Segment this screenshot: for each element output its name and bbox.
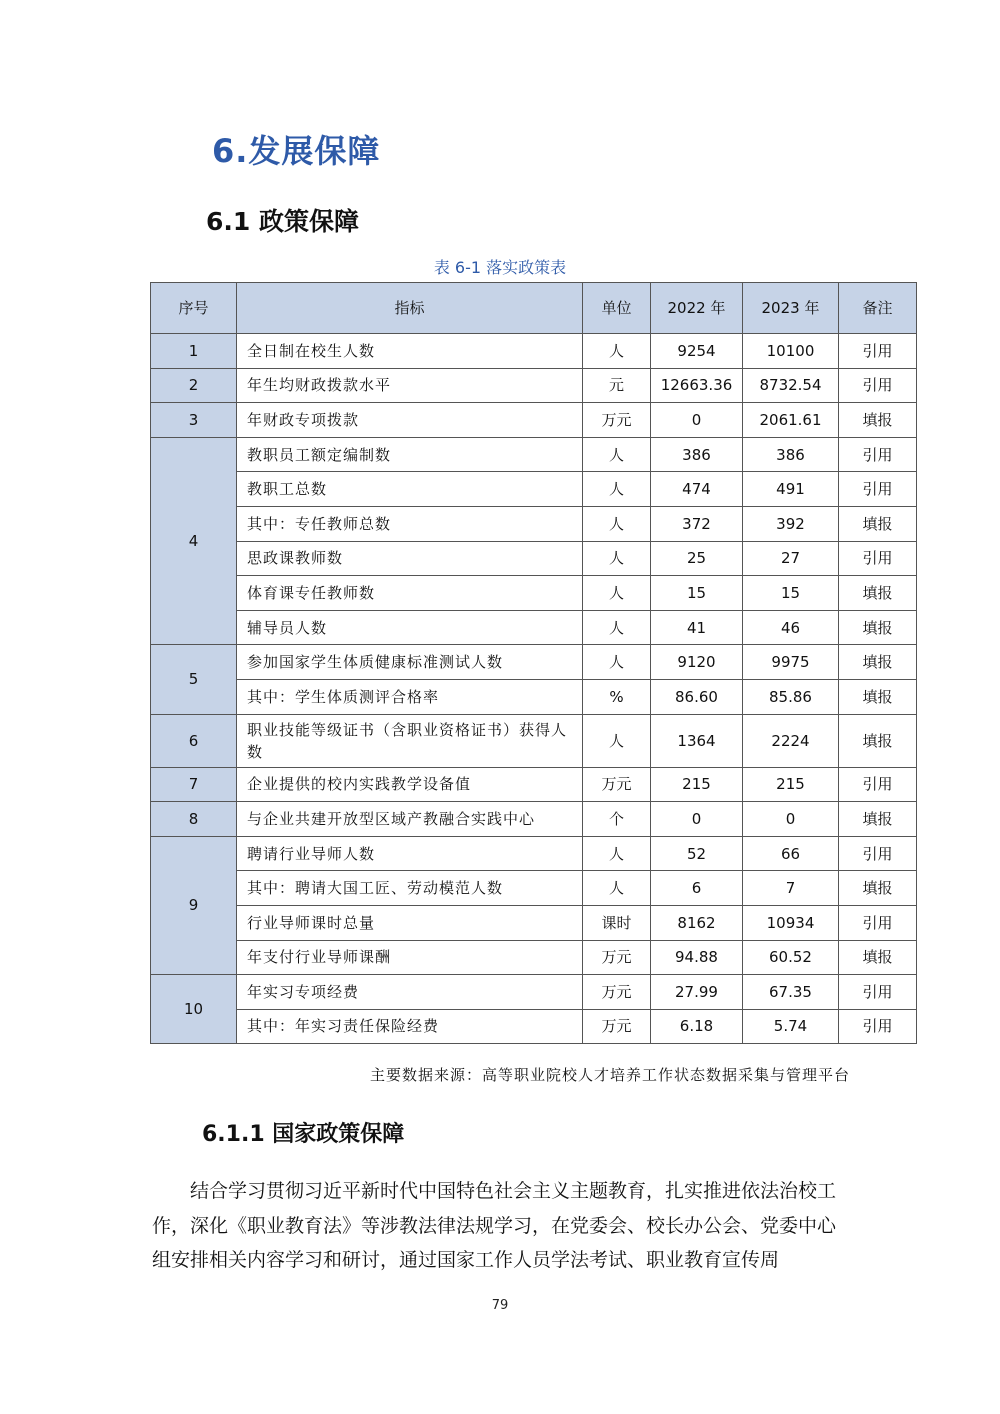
unit-cell: 万元 — [583, 1009, 651, 1044]
unit-cell: 人 — [583, 334, 651, 369]
index-cell: 4 — [151, 437, 237, 645]
value-2022-cell: 52 — [651, 836, 743, 871]
indicator-cell: 年生均财政拨款水平 — [237, 368, 583, 403]
indicator-cell: 年支付行业导师课酬 — [237, 940, 583, 975]
value-2023-cell: 215 — [743, 767, 839, 802]
note-cell: 引用 — [839, 368, 917, 403]
index-cell: 10 — [151, 975, 237, 1044]
value-2022-cell: 6 — [651, 871, 743, 906]
value-2023-cell: 46 — [743, 610, 839, 645]
index-cell: 9 — [151, 836, 237, 974]
value-2023-cell: 7 — [743, 871, 839, 906]
header-note: 备注 — [839, 283, 917, 334]
value-2023-cell: 8732.54 — [743, 368, 839, 403]
note-cell: 引用 — [839, 334, 917, 369]
subsection-heading: 6.1.1 国家政策保障 — [202, 1122, 405, 1147]
value-2023-cell: 66 — [743, 836, 839, 871]
value-2022-cell: 6.18 — [651, 1009, 743, 1044]
header-indicator: 指标 — [237, 283, 583, 334]
unit-cell: 课时 — [583, 905, 651, 940]
value-2023-cell: 10100 — [743, 334, 839, 369]
unit-cell: 人 — [583, 541, 651, 576]
index-cell: 2 — [151, 368, 237, 403]
unit-cell: 人 — [583, 576, 651, 611]
value-2023-cell: 392 — [743, 506, 839, 541]
note-cell: 填报 — [839, 576, 917, 611]
value-2022-cell: 27.99 — [651, 975, 743, 1010]
indicator-cell: 辅导员人数 — [237, 610, 583, 645]
table-row — [151, 437, 917, 472]
unit-cell: 人 — [583, 645, 651, 680]
unit-cell: 个 — [583, 802, 651, 837]
index-cell: 1 — [151, 334, 237, 369]
value-2023-cell: 5.74 — [743, 1009, 839, 1044]
index-cell: 6 — [151, 714, 237, 767]
indicator-cell: 与企业共建开放型区域产教融合实践中心 — [237, 802, 583, 837]
unit-cell: 万元 — [583, 767, 651, 802]
value-2023-cell: 0 — [743, 802, 839, 837]
indicator-cell: 其中：聘请大国工匠、劳动模范人数 — [237, 871, 583, 906]
value-2023-cell: 60.52 — [743, 940, 839, 975]
note-cell: 引用 — [839, 437, 917, 472]
note-cell: 引用 — [839, 541, 917, 576]
note-cell: 引用 — [839, 472, 917, 507]
indicator-cell: 行业导师课时总量 — [237, 905, 583, 940]
value-2022-cell: 1364 — [651, 714, 743, 767]
value-2023-cell: 27 — [743, 541, 839, 576]
note-cell: 填报 — [839, 506, 917, 541]
value-2022-cell: 474 — [651, 472, 743, 507]
table-row — [151, 836, 917, 871]
value-2022-cell: 9120 — [651, 645, 743, 680]
indicator-cell: 全日制在校生人数 — [237, 334, 583, 369]
paragraph: 结合学习贯彻习近平新时代中国特色社会主义主题教育，扎实推进依法治校工作，深化《职业教育法》等涉教法律法规学习，在党委会、校长办公会、党委中心组安排相关内容学习和研讨，通过国家工作人员学法考试、职业教育宣传周 — [152, 1180, 837, 1271]
value-2023-cell: 2224 — [743, 714, 839, 767]
index-cell: 7 — [151, 767, 237, 802]
value-2023-cell: 9975 — [743, 645, 839, 680]
note-cell: 引用 — [839, 767, 917, 802]
note-cell: 填报 — [839, 714, 917, 767]
note-cell: 填报 — [839, 679, 917, 714]
value-2022-cell: 86.60 — [651, 679, 743, 714]
value-2023-cell: 491 — [743, 472, 839, 507]
chapter-heading: 6.发展保障 — [212, 132, 381, 170]
unit-cell: 人 — [583, 610, 651, 645]
value-2023-cell: 85.86 — [743, 679, 839, 714]
note-cell: 填报 — [839, 940, 917, 975]
indicator-cell: 年财政专项拨款 — [237, 403, 583, 438]
table-row — [151, 871, 917, 906]
value-2022-cell: 0 — [651, 802, 743, 837]
header-2023: 2023 年 — [743, 283, 839, 334]
table-row — [151, 610, 917, 645]
section-heading: 6.1 政策保障 — [206, 207, 359, 236]
indicator-cell: 体育课专任教师数 — [237, 576, 583, 611]
value-2022-cell: 15 — [651, 576, 743, 611]
table-row — [151, 403, 917, 438]
unit-cell: 万元 — [583, 975, 651, 1010]
value-2022-cell: 215 — [651, 767, 743, 802]
note-cell: 填报 — [839, 802, 917, 837]
header-index: 序号 — [151, 283, 237, 334]
value-2023-cell: 10934 — [743, 905, 839, 940]
unit-cell: 万元 — [583, 403, 651, 438]
value-2022-cell: 94.88 — [651, 940, 743, 975]
value-2022-cell: 41 — [651, 610, 743, 645]
note-cell: 填报 — [839, 403, 917, 438]
value-2023-cell: 67.35 — [743, 975, 839, 1010]
table-row — [151, 905, 917, 940]
table-row — [151, 541, 917, 576]
note-cell: 填报 — [839, 871, 917, 906]
index-cell: 8 — [151, 802, 237, 837]
header-unit: 单位 — [583, 283, 651, 334]
indicator-cell: 其中：专任教师总数 — [237, 506, 583, 541]
table-row — [151, 506, 917, 541]
page-number: 79 — [491, 1298, 509, 1313]
table-row — [151, 1009, 917, 1044]
unit-cell: 人 — [583, 506, 651, 541]
indicator-cell: 其中：学生体质测评合格率 — [237, 679, 583, 714]
indicator-cell: 教职员工额定编制数 — [237, 437, 583, 472]
value-2023-cell: 2061.61 — [743, 403, 839, 438]
table-row — [151, 368, 917, 403]
unit-cell: 人 — [583, 871, 651, 906]
data-source-note: 主要数据来源：高等职业院校人才培养工作状态数据采集与管理平台 — [369, 1066, 850, 1084]
unit-cell: 元 — [583, 368, 651, 403]
note-cell: 引用 — [839, 905, 917, 940]
index-cell: 5 — [151, 645, 237, 714]
value-2023-cell: 15 — [743, 576, 839, 611]
table-caption: 表 6-1 落实政策表 — [433, 258, 567, 277]
body-text — [152, 1174, 852, 1278]
indicator-cell: 聘请行业导师人数 — [237, 836, 583, 871]
indicator-cell: 年实习专项经费 — [237, 975, 583, 1010]
value-2022-cell: 372 — [651, 506, 743, 541]
table-row — [151, 679, 917, 714]
note-cell: 引用 — [839, 1009, 917, 1044]
value-2022-cell: 25 — [651, 541, 743, 576]
note-cell: 填报 — [839, 610, 917, 645]
indicator-cell: 教职工总数 — [237, 472, 583, 507]
value-2022-cell: 9254 — [651, 334, 743, 369]
table-row — [151, 714, 917, 767]
indicator-cell: 其中：年实习责任保险经费 — [237, 1009, 583, 1044]
unit-cell: 人 — [583, 472, 651, 507]
value-2022-cell: 0 — [651, 403, 743, 438]
indicator-cell: 思政课教师数 — [237, 541, 583, 576]
header-2022: 2022 年 — [651, 283, 743, 334]
table-row — [151, 767, 917, 802]
note-cell: 引用 — [839, 836, 917, 871]
table-row — [151, 975, 917, 1010]
unit-cell: 人 — [583, 437, 651, 472]
index-cell: 3 — [151, 403, 237, 438]
table-row — [151, 802, 917, 837]
unit-cell: % — [583, 679, 651, 714]
indicator-cell: 企业提供的校内实践教学设备值 — [237, 767, 583, 802]
unit-cell: 万元 — [583, 940, 651, 975]
indicator-cell: 参加国家学生体质健康标准测试人数 — [237, 645, 583, 680]
table-body — [151, 334, 917, 1044]
unit-cell: 人 — [583, 714, 651, 767]
note-cell: 引用 — [839, 975, 917, 1010]
table-header-row — [151, 283, 917, 334]
value-2022-cell: 386 — [651, 437, 743, 472]
value-2023-cell: 386 — [743, 437, 839, 472]
table-row — [151, 472, 917, 507]
table-row — [151, 645, 917, 680]
policy-table — [150, 282, 917, 1044]
table-row — [151, 940, 917, 975]
table-row — [151, 576, 917, 611]
value-2022-cell: 12663.36 — [651, 368, 743, 403]
note-cell: 填报 — [839, 645, 917, 680]
value-2022-cell: 8162 — [651, 905, 743, 940]
table-row — [151, 334, 917, 369]
unit-cell: 人 — [583, 836, 651, 871]
indicator-cell: 职业技能等级证书（含职业资格证书）获得人数 — [237, 714, 583, 767]
